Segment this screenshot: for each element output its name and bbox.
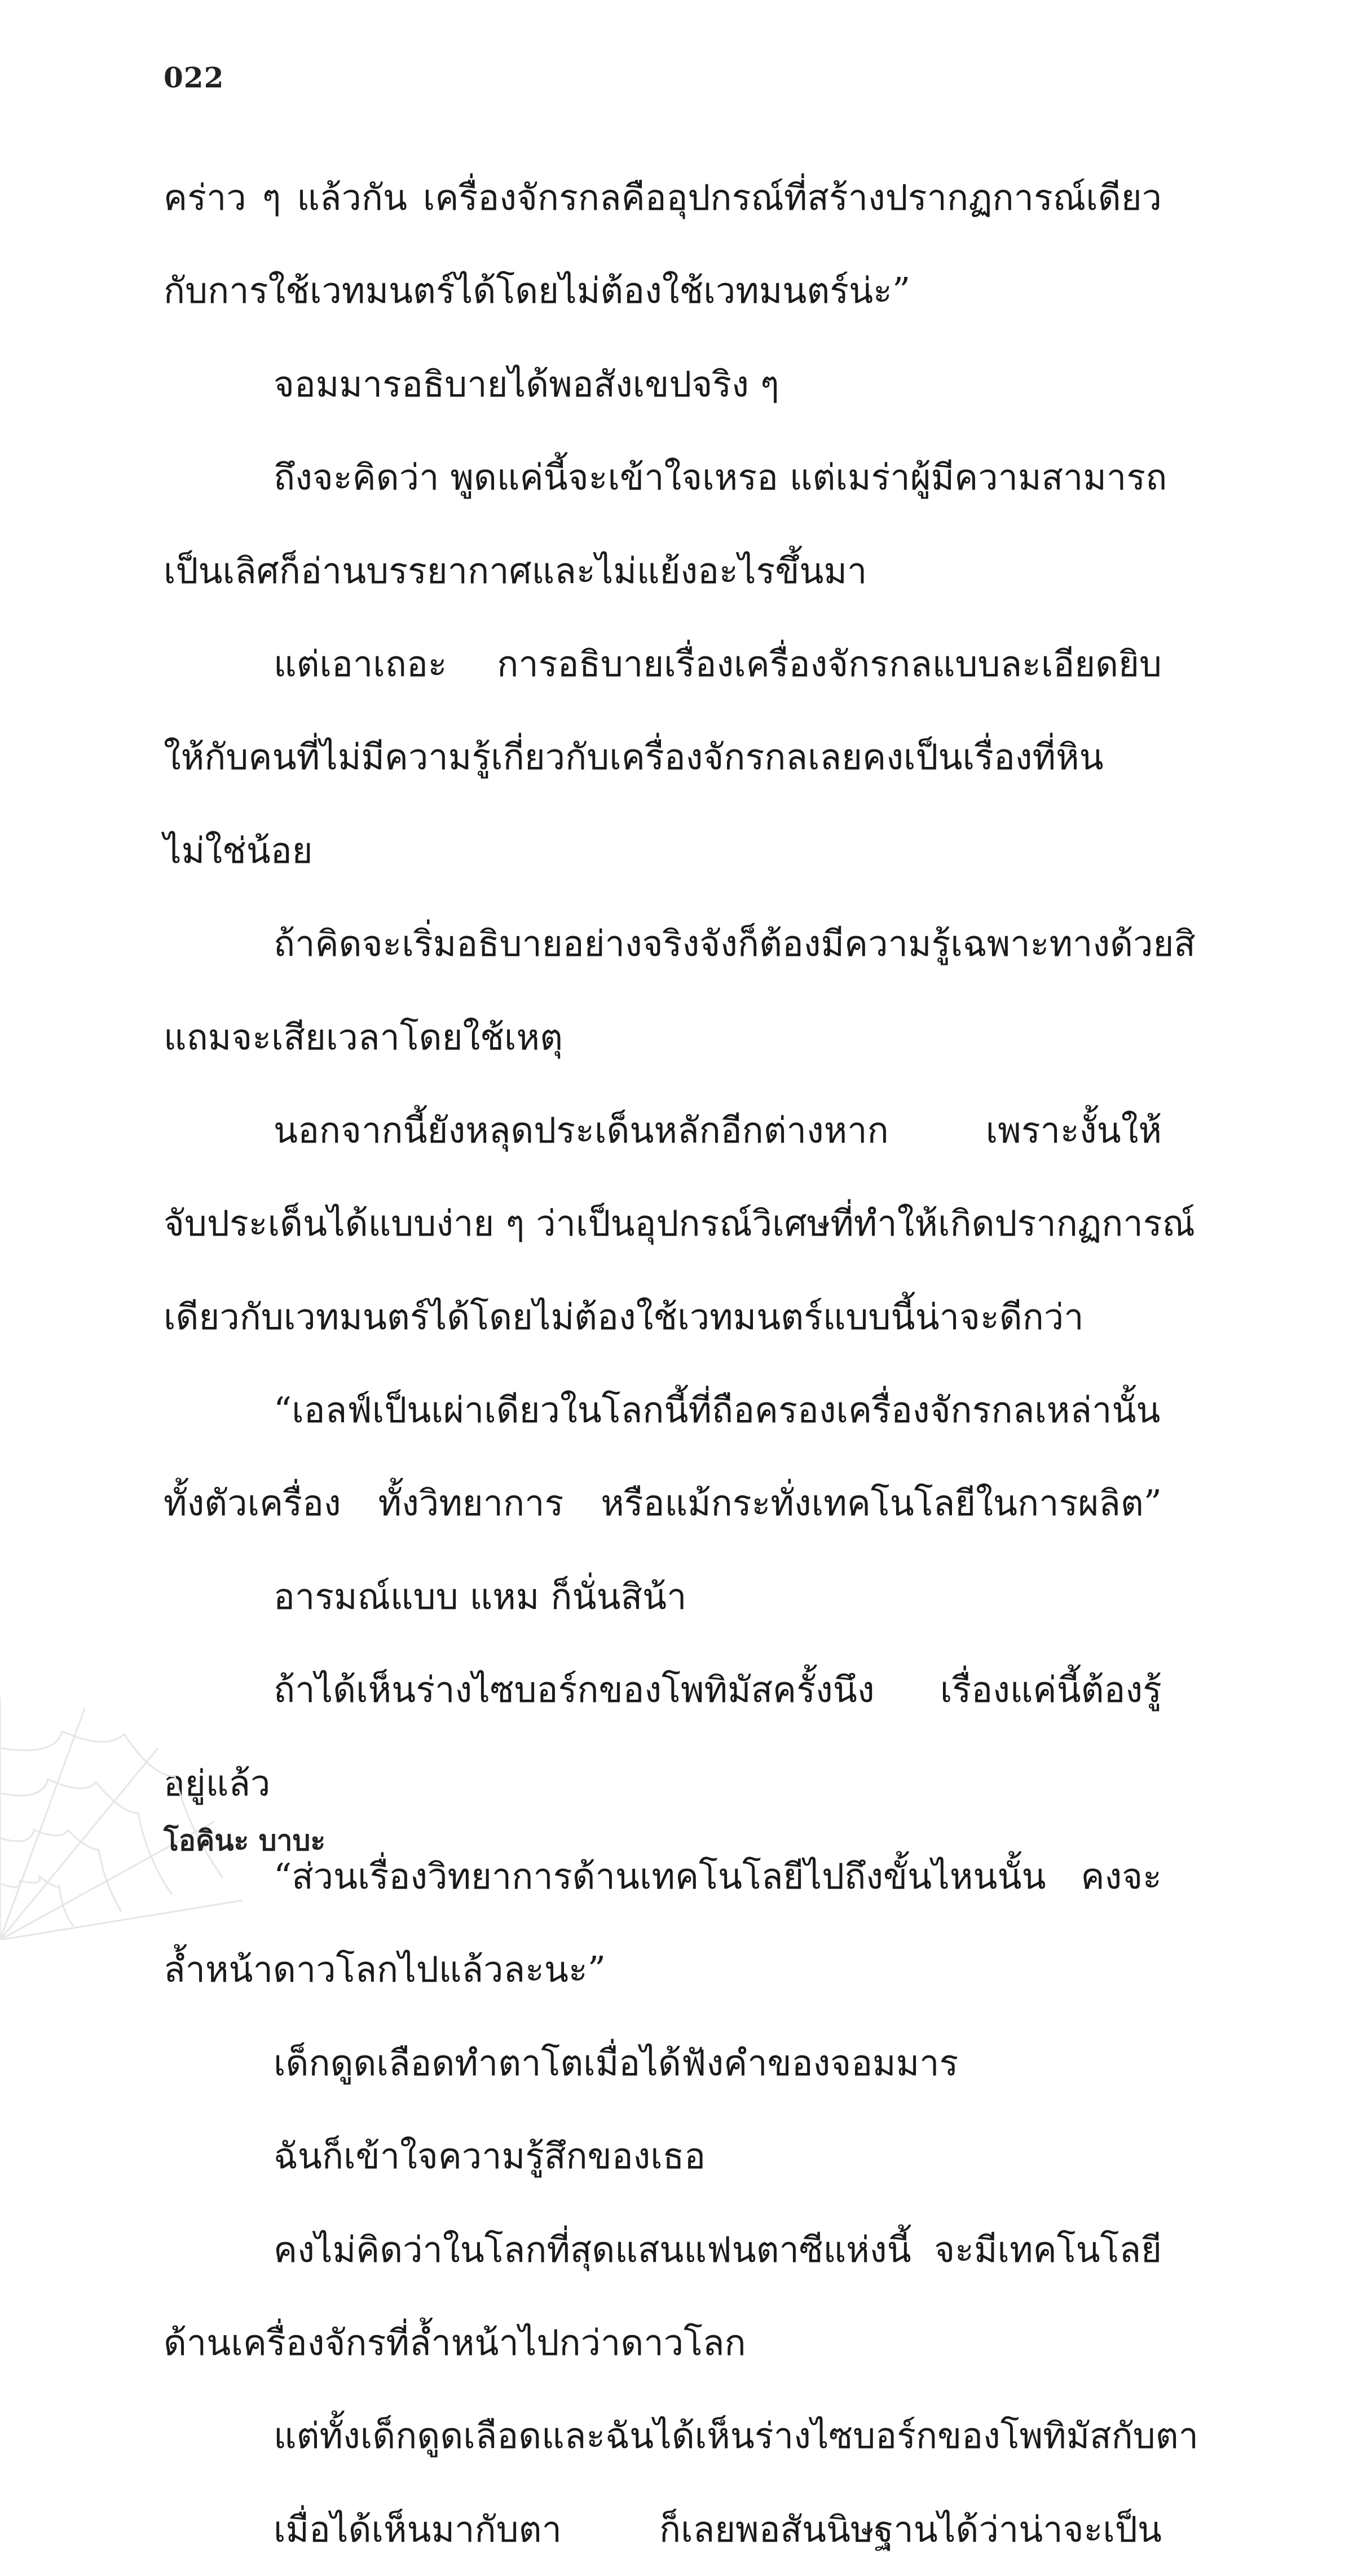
text-line: จอมมารอธิบายได้พอสังเขปจริง ๆ bbox=[274, 363, 779, 405]
text-line: อารมณ์แบบ แหม ก็นั่นสิน้า bbox=[274, 1576, 687, 1617]
text-line: ให้กับคนที่ไม่มีความรู้เกี่ยวกับเครื่องจักรกลเลยคงเป็นเรื่องที่หิน bbox=[164, 736, 1104, 778]
text-line: ฉันก็เข้าใจความรู้สึกของเธอ bbox=[274, 2136, 706, 2177]
text-line: ถ้าคิดจะเริ่มอธิบายอย่างจริงจังก็ต้องมีความรู้เฉพาะทางด้วยสิ bbox=[274, 923, 1196, 965]
text-line: ด้านเครื่องจักรที่ล้ำหน้าไปกว่าดาวโลก bbox=[164, 2322, 746, 2363]
text-line: เด็กดูดเลือดทำตาโตเมื่อได้ฟังคำของจอมมาร bbox=[274, 2042, 959, 2084]
text-line: คร่าว ๆ แล้วกัน เครื่องจักรกลคืออุปกรณ์ที่สร้างปรากฏการณ์เดียว bbox=[164, 177, 1162, 218]
page-number: 022 bbox=[164, 61, 224, 94]
body-text bbox=[164, 151, 1199, 2576]
text-line: เป็นเลิศก็อ่านบรรยากาศและไม่แย้งอะไรขึ้นมา bbox=[164, 550, 867, 592]
text-line: ถึงจะคิดว่า พูดแค่นี้จะเข้าใจเหรอ แต่เมร่าผู้มีความสามารถ bbox=[274, 457, 1167, 499]
author-name: โอคินะ บาบะ bbox=[164, 1824, 326, 1857]
text-line: เมื่อได้เห็นมากับตา ก็เลยพอสันนิษฐานได้ว่าน่าจะเป็น bbox=[274, 2508, 1162, 2550]
text-line: แต่ทั้งเด็กดูดเลือดและฉันได้เห็นร่างไซบอร์กของโพทิมัสกับตา bbox=[274, 2415, 1199, 2457]
text-line: กับการใช้เวทมนตร์ได้โดยไม่ต้องใช้เวทมนตร์น่ะ” bbox=[164, 270, 911, 312]
text-line: ทั้งตัวเครื่อง ทั้งวิทยาการ หรือแม้กระทั่งเทคโนโลยีในการผลิต” bbox=[164, 1483, 1162, 1524]
text-line: ถ้าได้เห็นร่างไซบอร์กของโพทิมัสครั้งนึง เรื่องแค่นี้ต้องรู้ bbox=[274, 1669, 1162, 1711]
text-line: “ส่วนเรื่องวิทยาการด้านเทคโนโลยีไปถึงขั้นไหนนั้น คงจะ bbox=[274, 1856, 1162, 1898]
text-line: ล้ำหน้าดาวโลกไปแล้วละนะ” bbox=[164, 1949, 606, 1991]
text-line: อยู่แล้ว bbox=[164, 1762, 271, 1804]
text-line: เดียวกับเวทมนตร์ได้โดยไม่ต้องใช้เวทมนตร์แบบนี้น่าจะดีกว่า bbox=[164, 1296, 1084, 1338]
text-line: นอกจากนี้ยังหลุดประเด็นหลักอีกต่างหาก เพราะงั้นให้ bbox=[274, 1109, 1162, 1151]
text-line: แถมจะเสียเวลาโดยใช้เหตุ bbox=[164, 1016, 563, 1058]
text-line: จับประเด็นได้แบบง่าย ๆ ว่าเป็นอุปกรณ์วิเศษที่ทำให้เกิดปรากฏการณ์ bbox=[164, 1203, 1195, 1245]
text-line: “เอลฟ์เป็นเผ่าเดียวในโลกนี้ที่ถือครองเครื่องจักรกลเหล่านั้น bbox=[274, 1390, 1161, 1431]
text-line: แต่เอาเถอะ การอธิบายเรื่องเครื่องจักรกลแบบละเอียดยิบ bbox=[274, 643, 1162, 685]
text-line: ไม่ใช่น้อย bbox=[164, 830, 313, 871]
text-line: คงไม่คิดว่าในโลกที่สุดแสนแฟนตาซีแห่งนี้ จะมีเทคโนโลยี bbox=[274, 2229, 1162, 2270]
